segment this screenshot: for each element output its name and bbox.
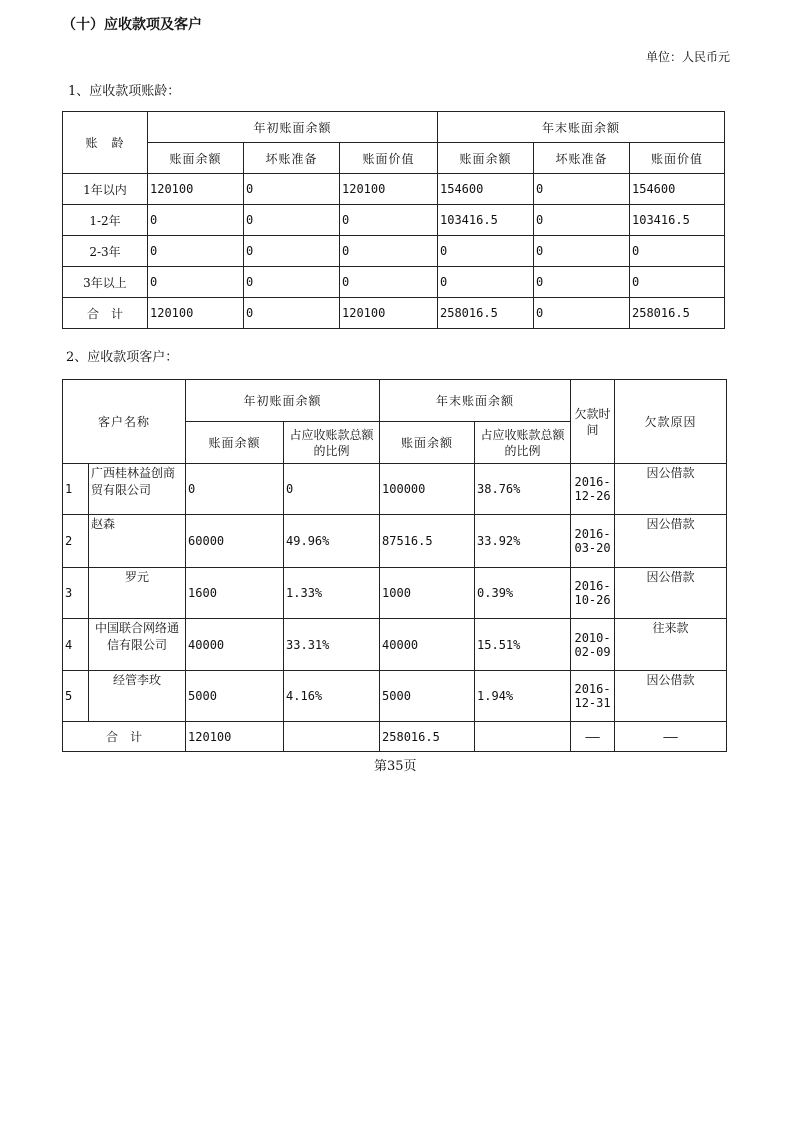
customers-section-title: 2、应收款项客户： — [66, 350, 179, 365]
customer-total-time: —— — [571, 722, 615, 752]
aging-cell: 103416.5 — [438, 205, 534, 236]
aging-cell: 0 — [148, 267, 244, 298]
customer-cell: 49.96% — [284, 515, 380, 568]
aging-cell: 0 — [340, 267, 438, 298]
customer-reason: 因公借款 — [615, 671, 727, 722]
customer-cell: 40000 — [186, 619, 284, 671]
customers-col-begin-ratio: 占应收账款总额的比例 — [284, 422, 380, 464]
aging-cell: 0 — [244, 298, 340, 329]
aging-cell: 154600 — [438, 174, 534, 205]
aging-begin-group-header: 年初账面余额 — [148, 112, 438, 143]
aging-row-label: 2-3年 — [63, 236, 148, 267]
customer-name: 罗元 — [89, 568, 186, 619]
customer-cell: 4.16% — [284, 671, 380, 722]
aging-cell: 0 — [630, 267, 725, 298]
customer-name: 广西桂林益创商贸有限公司 — [89, 464, 186, 515]
customer-cell: 1600 — [186, 568, 284, 619]
customer-cell: 100000 — [380, 464, 475, 515]
customer-row-number: 4 — [63, 619, 89, 671]
customer-row-number: 5 — [63, 671, 89, 722]
table-row — [63, 515, 727, 568]
aging-cell: 120100 — [148, 174, 244, 205]
customer-cell: 1000 — [380, 568, 475, 619]
aging-cell: 0 — [534, 236, 630, 267]
customer-reason: 因公借款 — [615, 515, 727, 568]
table-row — [63, 568, 727, 619]
table-row — [63, 298, 725, 329]
customer-cell: 120100 — [186, 722, 284, 752]
customer-name: 赵森 — [89, 515, 186, 568]
unit-label: 单位：人民币元 — [645, 50, 730, 64]
customer-reason: 往来款 — [615, 619, 727, 671]
aging-cell: 103416.5 — [630, 205, 725, 236]
aging-cell: 258016.5 — [438, 298, 534, 329]
aging-cell: 120100 — [148, 298, 244, 329]
customers-col-end-balance: 账面余额 — [380, 422, 475, 464]
customer-total-reason: —— — [615, 722, 727, 752]
customer-cell: 40000 — [380, 619, 475, 671]
aging-cell: 0 — [534, 298, 630, 329]
table-row — [63, 236, 725, 267]
customer-cell: 1.33% — [284, 568, 380, 619]
customers-total-label: 合 计 — [63, 722, 186, 752]
page-number: 第35页 — [374, 759, 417, 774]
customer-row-number: 1 — [63, 464, 89, 515]
customer-cell: 5000 — [186, 671, 284, 722]
aging-cell: 258016.5 — [630, 298, 725, 329]
section-title: （十）应收款项及客户 — [62, 17, 202, 33]
aging-col-begin-balance: 账面余额 — [148, 143, 244, 174]
customer-cell: 38.76% — [475, 464, 571, 515]
customer-cell: 0 — [186, 464, 284, 515]
aging-end-group-header: 年末账面余额 — [438, 112, 725, 143]
customer-cell: 33.92% — [475, 515, 571, 568]
customer-reason: 因公借款 — [615, 568, 727, 619]
customer-date: 2010-02-09 — [571, 619, 615, 671]
table-row — [63, 464, 727, 515]
customer-cell: 15.51% — [475, 619, 571, 671]
customer-cell: 60000 — [186, 515, 284, 568]
customer-name: 经管李玫 — [89, 671, 186, 722]
customer-cell: 33.31% — [284, 619, 380, 671]
customers-col-reason: 欠款原因 — [615, 380, 727, 464]
customer-cell: 87516.5 — [380, 515, 475, 568]
customers-col-end-ratio: 占应收账款总额的比例 — [475, 422, 571, 464]
aging-cell: 0 — [340, 205, 438, 236]
customers-begin-group-header: 年初账面余额 — [186, 380, 380, 422]
aging-col-end-balance: 账面余额 — [438, 143, 534, 174]
aging-cell: 120100 — [340, 298, 438, 329]
aging-section-title: 1、应收款项账龄： — [68, 84, 181, 99]
aging-total-label: 合 计 — [63, 298, 148, 329]
aging-cell: 0 — [148, 205, 244, 236]
customer-cell: 0 — [284, 464, 380, 515]
customer-cell — [475, 722, 571, 752]
aging-cell: 0 — [244, 205, 340, 236]
customer-cell: 5000 — [380, 671, 475, 722]
aging-cell: 0 — [534, 174, 630, 205]
aging-row-label: 1-2年 — [63, 205, 148, 236]
aging-cell: 120100 — [340, 174, 438, 205]
aging-row-label: 1年以内 — [63, 174, 148, 205]
table-row — [63, 267, 725, 298]
aging-cell: 0 — [534, 267, 630, 298]
customer-cell: 258016.5 — [380, 722, 475, 752]
customers-col-name: 客户名称 — [63, 380, 186, 464]
customers-col-begin-balance: 账面余额 — [186, 422, 284, 464]
table-row — [63, 671, 727, 722]
customer-row-number: 3 — [63, 568, 89, 619]
aging-col-end-book-value: 账面价值 — [630, 143, 725, 174]
table-row — [63, 722, 727, 752]
customer-reason: 因公借款 — [615, 464, 727, 515]
aging-col-begin-book-value: 账面价值 — [340, 143, 438, 174]
aging-cell: 0 — [244, 174, 340, 205]
customer-name: 中国联合网络通信有限公司 — [89, 619, 186, 671]
aging-row-label: 3年以上 — [63, 267, 148, 298]
customers-col-time: 欠款时间 — [571, 380, 615, 464]
customer-table — [62, 379, 727, 752]
table-row — [63, 205, 725, 236]
customers-end-group-header: 年末账面余额 — [380, 380, 571, 422]
customer-date: 2016-12-31 — [571, 671, 615, 722]
aging-cell: 154600 — [630, 174, 725, 205]
aging-row-header: 账 龄 — [63, 112, 148, 174]
aging-cell: 0 — [340, 236, 438, 267]
aging-col-end-bad-debt: 坏账准备 — [534, 143, 630, 174]
customer-date: 2016-12-26 — [571, 464, 615, 515]
aging-cell: 0 — [244, 236, 340, 267]
customer-date: 2016-10-26 — [571, 568, 615, 619]
customer-cell: 0.39% — [475, 568, 571, 619]
aging-col-begin-bad-debt: 坏账准备 — [244, 143, 340, 174]
customer-cell: 1.94% — [475, 671, 571, 722]
customer-date: 2016-03-20 — [571, 515, 615, 568]
customer-row-number: 2 — [63, 515, 89, 568]
aging-cell: 0 — [438, 236, 534, 267]
customer-cell — [284, 722, 380, 752]
aging-cell: 0 — [438, 267, 534, 298]
table-row — [63, 174, 725, 205]
aging-cell: 0 — [534, 205, 630, 236]
aging-table — [62, 111, 725, 329]
aging-cell: 0 — [148, 236, 244, 267]
aging-cell: 0 — [244, 267, 340, 298]
aging-cell: 0 — [630, 236, 725, 267]
table-row — [63, 619, 727, 671]
